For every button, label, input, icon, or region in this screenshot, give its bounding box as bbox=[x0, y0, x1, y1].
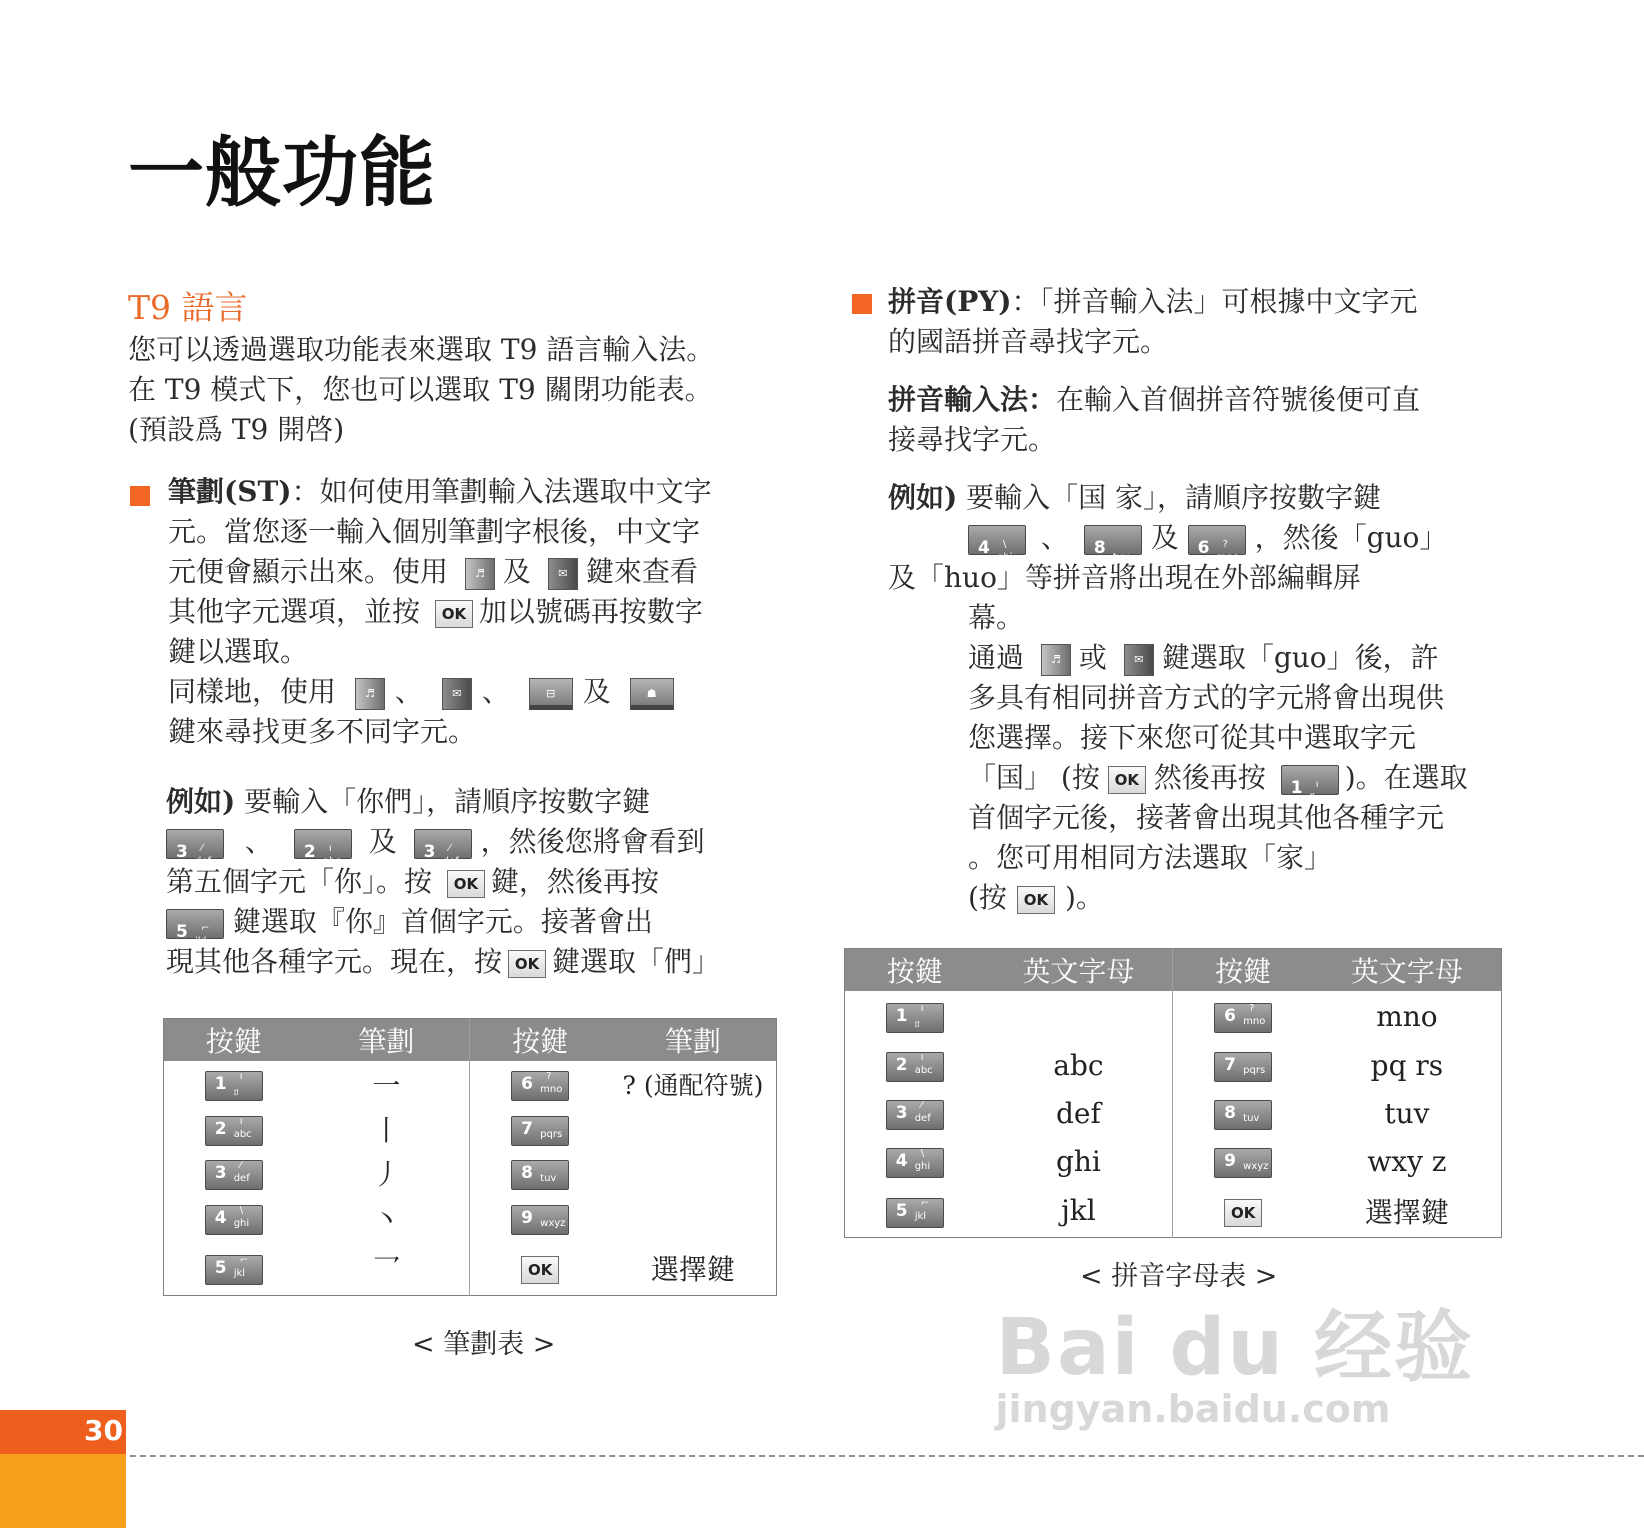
key-4-icon: 4 \ ghi bbox=[205, 1205, 263, 1235]
table-header: 按鍵 bbox=[470, 1019, 610, 1062]
key-1-icon: 1 ı ﾛ bbox=[205, 1071, 263, 1101]
pinyin-heading: 拼音(PY) bbox=[888, 285, 1012, 318]
stroke-paragraph: 筆劃(ST)：如何使用筆劃輸入法選取中文字 元。當您逐一輸入個別筆劃字根後，中文字 元便會顯示出來。使用 ♬ 及 ✉ 鍵來查看 其他字元選項，並按 OK 加以號碼再按數字 鍵以選取。 同樣地，使用 ♬ 、 ✉ 、 ⊟ 及 ☗ 鍵來尋找更多不同字元。 bbox=[168, 475, 712, 748]
key-7-icon: 7 pqrs bbox=[511, 1116, 569, 1146]
key-3-icon: 3 ⁄ def bbox=[886, 1100, 944, 1130]
table-row bbox=[164, 1061, 777, 1107]
key-3-icon: 3 ⁄ def bbox=[205, 1160, 263, 1190]
nav-down-key-icon: ✉ bbox=[548, 558, 578, 590]
key-3-icon: 3 ⁄ def bbox=[166, 829, 224, 859]
nav-up-key-icon: ♬ bbox=[1041, 644, 1071, 676]
key-5-icon: 5 ⌐ jkl bbox=[205, 1255, 263, 1285]
key-8-icon: 8 tuv bbox=[511, 1160, 569, 1190]
table-row bbox=[845, 1089, 1502, 1137]
key-6-icon: 6 ? mno bbox=[1188, 525, 1246, 555]
watermark-url: jingyan.baidu.com bbox=[995, 1387, 1391, 1431]
key-5-icon: 5 ⌐ jkl bbox=[166, 909, 224, 939]
key-2-icon: 2 ı abc bbox=[294, 829, 352, 859]
key-9-icon: 9 wxyz bbox=[1214, 1148, 1272, 1178]
key-4-icon: 4 \ ghi bbox=[886, 1148, 944, 1178]
letters-value: jkl bbox=[984, 1185, 1173, 1237]
table-row bbox=[164, 1195, 777, 1241]
stroke-value: 選擇鍵 bbox=[650, 1252, 735, 1286]
table-row bbox=[845, 1041, 1502, 1089]
ok-key-icon: OK bbox=[447, 870, 485, 898]
table-header: 按鍵 bbox=[1173, 949, 1313, 992]
table-row bbox=[845, 991, 1502, 1041]
key-2-icon: 2 ı abc bbox=[205, 1116, 263, 1146]
ok-key-icon: OK bbox=[435, 600, 473, 628]
key-9-icon: 9 wxyz bbox=[511, 1205, 569, 1235]
page-number-tab bbox=[0, 1410, 126, 1528]
stroke-value: 一 bbox=[303, 1061, 470, 1107]
letters-value: mno bbox=[1376, 999, 1438, 1033]
stroke-value: 乛 bbox=[303, 1241, 470, 1295]
stroke-example: 例如) 要輸入「你們」，請順序按數字鍵 3 ⁄ def 、 2 ı abc 及 3 ⁄ def ，然後您將會看到 第五個字元「你」。按 OK 鍵，然後再按 5 ⌐ jkl 鍵選取『你』首個字元。接著會出 現其他各種字元。現在，按 OK 鍵選取「們」 bbox=[166, 785, 721, 978]
pinyin-table bbox=[844, 948, 1502, 1238]
page-number: 30 bbox=[84, 1414, 123, 1447]
ok-key-icon: OK bbox=[1108, 766, 1146, 794]
pinyin-paragraph: 拼音(PY)：「拼音輸入法」可根據中文字元 的國語拼音尋找字元。 拼音輸入法：在輸入首個拼音符號後便可直 接尋找字元。 例如) 要輸入「国 家」，請順序按數字鍵 bbox=[888, 285, 1421, 514]
intro-line: 您可以透過選取功能表來選取 T9 語言輸入法。 bbox=[128, 333, 715, 366]
table-header: 按鍵 bbox=[845, 949, 985, 992]
intro-line: (預設爲 T9 開啓) bbox=[128, 413, 345, 446]
table-row bbox=[164, 1107, 777, 1151]
table-row bbox=[164, 1241, 777, 1295]
pinyin-example: 4 \ ghi 、 8 tuv 及 6 ? mno ，然後「guo」 bbox=[968, 518, 1447, 558]
table-header: 英文字母 bbox=[984, 949, 1173, 992]
stroke-value: 丨 bbox=[303, 1107, 470, 1151]
letters-value: ghi bbox=[984, 1137, 1173, 1185]
ok-key-icon: OK bbox=[521, 1256, 559, 1284]
nav-down-key-icon: ✉ bbox=[442, 678, 472, 710]
ok-key-icon: OK bbox=[1017, 886, 1055, 914]
letters-value: wxy z bbox=[1367, 1144, 1447, 1178]
intro-line: 在 T9 模式下，您也可以選取 T9 關閉功能表。 bbox=[128, 373, 713, 406]
letters-value: def bbox=[984, 1089, 1173, 1137]
letters-value: 選擇鍵 bbox=[1364, 1195, 1449, 1229]
letters-value: pq rs bbox=[1370, 1048, 1444, 1082]
stroke-value bbox=[610, 1107, 777, 1151]
table-header: 筆劃 bbox=[610, 1019, 777, 1062]
key-7-icon: 7 pqrs bbox=[1214, 1052, 1272, 1082]
baidu-watermark bbox=[996, 1285, 1475, 1431]
key-1-icon: 1 ı ﾛ bbox=[1281, 765, 1339, 795]
stroke-value: 丿 bbox=[303, 1151, 470, 1195]
table-row bbox=[845, 1137, 1502, 1185]
stroke-table-caption: < 筆劃表 > bbox=[412, 1329, 556, 1360]
ok-key-icon: OK bbox=[1224, 1199, 1262, 1227]
bullet-icon bbox=[130, 486, 150, 506]
nav-left-key-icon: ⊟ bbox=[529, 678, 573, 710]
key-1-icon: 1 ı ﾛ bbox=[886, 1003, 944, 1033]
nav-up-key-icon: ♬ bbox=[355, 678, 385, 710]
pinyin-method-heading: 拼音輸入法： bbox=[888, 383, 1057, 416]
pinyin-table-caption: < 拼音字母表 > bbox=[1080, 1261, 1278, 1292]
stroke-value: ? (通配符號) bbox=[622, 1071, 764, 1100]
key-2-icon: 2 ı abc bbox=[886, 1052, 944, 1082]
stroke-value: 丶 bbox=[303, 1195, 470, 1241]
bullet-icon bbox=[852, 294, 872, 314]
intro-paragraph bbox=[128, 330, 714, 450]
letters-value: abc bbox=[984, 1041, 1173, 1089]
key-5-icon: 5 ⌐ jkl bbox=[886, 1198, 944, 1228]
nav-down-key-icon: ✉ bbox=[1124, 644, 1154, 676]
nav-right-key-icon: ☗ bbox=[630, 678, 674, 710]
letters-value: tuv bbox=[1384, 1096, 1430, 1130]
key-8-icon: 8 tuv bbox=[1214, 1100, 1272, 1130]
nav-up-key-icon: ♬ bbox=[465, 558, 495, 590]
stroke-value bbox=[610, 1151, 777, 1195]
key-6-icon: 6 ? mno bbox=[1214, 1003, 1272, 1033]
key-8-icon: 8 tuv bbox=[1084, 525, 1142, 555]
page-title: 一般功能 bbox=[128, 128, 436, 217]
watermark-logo: Bai du 经验 bbox=[995, 1303, 1474, 1393]
table-header: 按鍵 bbox=[164, 1019, 304, 1062]
key-4-icon: 4 \ ghi bbox=[968, 525, 1026, 555]
section-title: T9 語言 bbox=[128, 288, 248, 327]
key-6-icon: 6 ? mno bbox=[511, 1071, 569, 1101]
ok-key-icon: OK bbox=[508, 950, 546, 978]
stroke-heading: 筆劃(ST) bbox=[168, 475, 292, 508]
table-header: 英文字母 bbox=[1313, 949, 1502, 992]
footer-divider bbox=[0, 1455, 1644, 1457]
table-row bbox=[164, 1151, 777, 1195]
table-row bbox=[845, 1185, 1502, 1237]
letters-value bbox=[984, 991, 1173, 1041]
stroke-table bbox=[163, 1018, 777, 1296]
stroke-value bbox=[610, 1195, 777, 1241]
key-3-icon: 3 ⁄ def bbox=[414, 829, 472, 859]
table-header: 筆劃 bbox=[303, 1019, 470, 1062]
pinyin-example-cont: 幕。 通過 ♬ 或 ✉ 鍵選取「guo」後，許 多具有相同拼音方式的字元將會出現供 您選擇。接下來您可從其中選取字元 「国」 (按 OK 然後再按 1 ı ﾛ )。在選取 首個字元後，接著會出現其他各種字元 。您可用相同方法選取「家」 (按 OK )。 bbox=[968, 601, 1468, 914]
